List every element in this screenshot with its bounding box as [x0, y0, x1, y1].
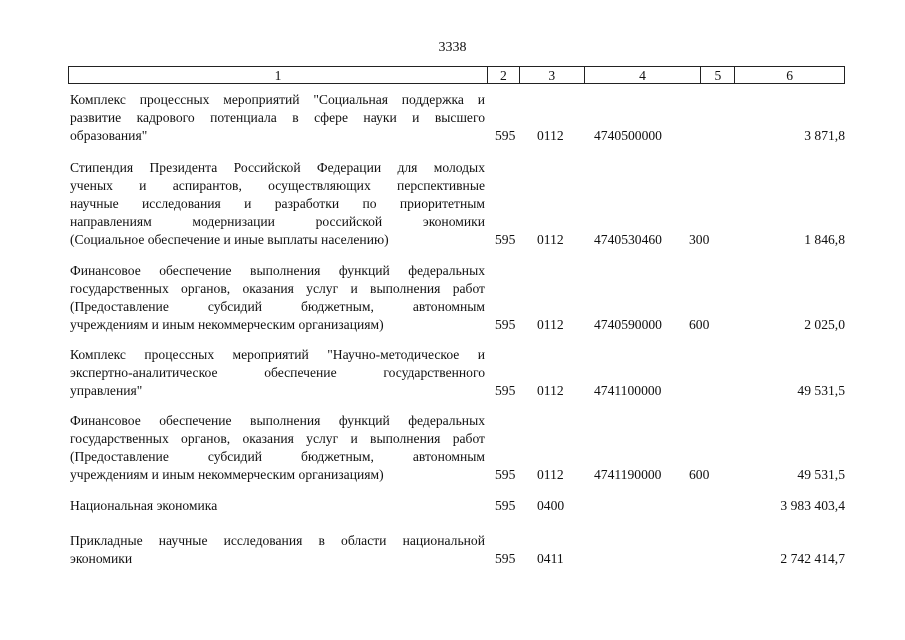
rzpr-cell: 0112	[537, 467, 564, 482]
table-row	[70, 412, 845, 484]
description-line: Финансовое обеспечение выполнения функций федеральных	[70, 263, 485, 278]
grbs-cell: 595	[495, 128, 516, 143]
grbs-cell: 595	[495, 498, 516, 513]
description-line: ученых и аспирантов, осуществляющих перспективные	[70, 178, 485, 193]
table-row	[70, 497, 845, 515]
grbs-cell: 595	[495, 232, 516, 247]
header-col-3: 3	[520, 67, 585, 83]
csr-cell: 4740500000	[594, 128, 662, 143]
description-line: экономики	[70, 551, 133, 566]
description-line: направлениям модернизации российской экономики	[70, 214, 485, 229]
csr-cell: 4741100000	[594, 383, 662, 398]
description-line: образования"	[70, 128, 148, 143]
description-line: (Социальное обеспечение и иные выплаты населению)	[70, 232, 389, 247]
row-description	[70, 91, 485, 145]
sum-cell: 49 531,5	[797, 383, 845, 398]
rzpr-cell: 0112	[537, 317, 564, 332]
sum-cell: 2 025,0	[804, 317, 845, 332]
vr-cell: 600	[689, 467, 710, 482]
description-line: государственных органов, оказания услуг и выполнения работ	[70, 281, 485, 296]
grbs-cell: 595	[495, 317, 516, 332]
sum-cell: 3 871,8	[804, 128, 845, 143]
description-line: Комплекс процессных мероприятий "Научно-методическое и	[70, 347, 485, 362]
csr-cell: 4740590000	[594, 317, 662, 332]
description-line: (Предоставление субсидий бюджетным, автономным	[70, 449, 485, 464]
table-row	[70, 91, 845, 145]
description-line: научные исследования и разработки по приоритетным	[70, 196, 485, 211]
description-line: Национальная экономика	[70, 498, 218, 513]
rzpr-cell: 0112	[537, 128, 564, 143]
row-description	[70, 262, 485, 334]
row-description	[70, 346, 485, 400]
description-line: развитие кадрового потенциала в сфере науки и высшего	[70, 110, 485, 125]
row-description	[70, 159, 485, 249]
description-line: Прикладные научные исследования в области национальной	[70, 533, 485, 548]
grbs-cell: 595	[495, 551, 516, 566]
sum-cell: 1 846,8	[804, 232, 845, 247]
sum-cell: 49 531,5	[797, 467, 845, 482]
description-line: учреждениям и иным некоммерческим организациям)	[70, 317, 384, 332]
rzpr-cell: 0411	[537, 551, 564, 566]
page-number: 3338	[438, 40, 467, 55]
row-description	[70, 497, 485, 515]
header-col-4: 4	[585, 67, 702, 83]
sum-cell: 2 742 414,7	[780, 551, 845, 566]
header-col-5: 5	[701, 67, 735, 83]
csr-cell: 4740530460	[594, 232, 662, 247]
sum-cell: 3 983 403,4	[780, 498, 845, 513]
grbs-cell: 595	[495, 467, 516, 482]
header-col-2: 2	[488, 67, 520, 83]
table-row	[70, 159, 845, 249]
description-line: экспертно-аналитическое обеспечение государственного	[70, 365, 485, 380]
grbs-cell: 595	[495, 383, 516, 398]
vr-cell: 600	[689, 317, 710, 332]
description-line: (Предоставление субсидий бюджетным, автономным	[70, 299, 485, 314]
row-description	[70, 532, 485, 568]
table-header	[68, 66, 845, 84]
description-line: государственных органов, оказания услуг и выполнения работ	[70, 431, 485, 446]
header-col-1: 1	[69, 67, 488, 83]
description-line: учреждениям и иным некоммерческим организациям)	[70, 467, 384, 482]
table-row	[70, 262, 845, 334]
csr-cell: 4741190000	[594, 467, 662, 482]
description-line: Стипендия Президента Российской Федерации для молодых	[70, 160, 485, 175]
rzpr-cell: 0400	[537, 498, 565, 513]
vr-cell: 300	[689, 232, 710, 247]
rzpr-cell: 0112	[537, 383, 564, 398]
row-description	[70, 412, 485, 484]
table-row	[70, 346, 845, 400]
table-row	[70, 532, 845, 568]
description-line: Финансовое обеспечение выполнения функций федеральных	[70, 413, 485, 428]
header-col-6: 6	[786, 68, 794, 83]
rzpr-cell: 0112	[537, 232, 564, 247]
description-line: Комплекс процессных мероприятий "Социальная поддержка и	[70, 92, 485, 107]
description-line: управления"	[70, 383, 143, 398]
